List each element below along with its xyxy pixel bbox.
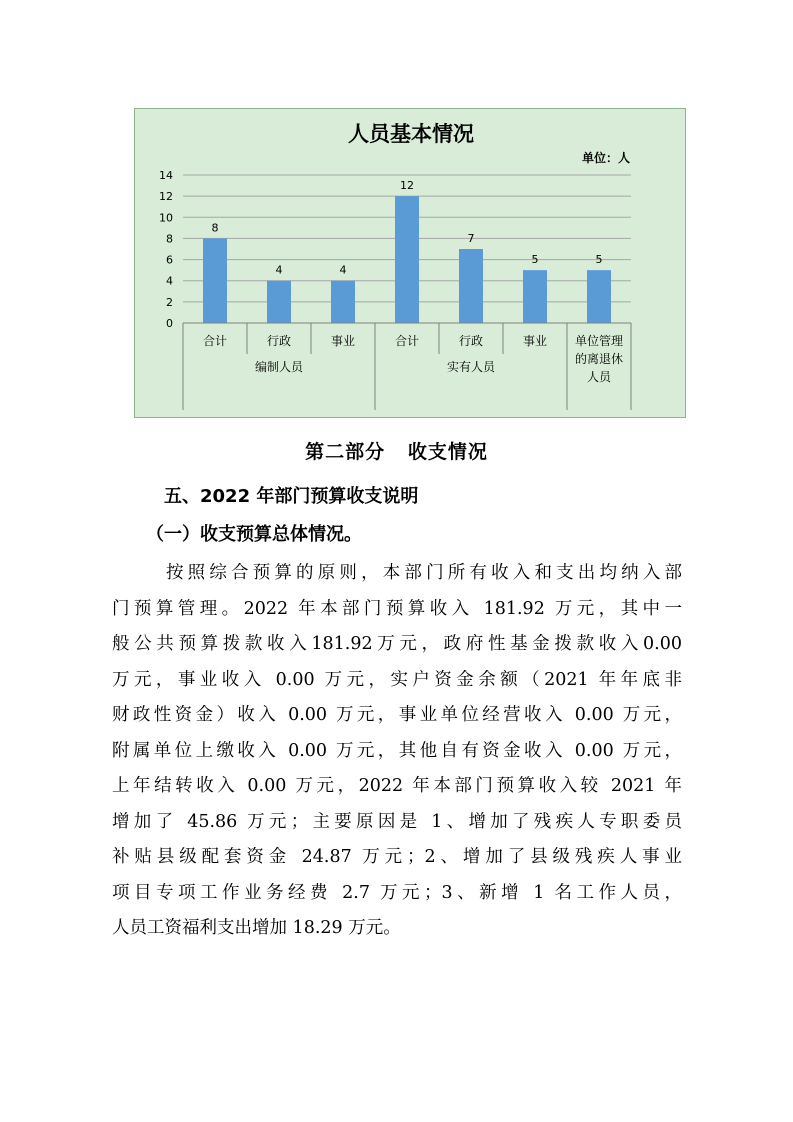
bar [459, 249, 483, 323]
paragraph-line: 万元，事业收入 0.00 万元，实户资金余额（2021 年年底非 [112, 669, 682, 690]
unit-label: 单位：人 [581, 151, 630, 165]
y-tick-label: 8 [166, 232, 173, 246]
paragraph-line: 上年结转收入 0.00 万元，2022 年本部门预算收入较 2021 年 [112, 776, 682, 796]
y-tick-label: 10 [159, 211, 173, 225]
y-tick-label: 0 [166, 317, 173, 330]
data-label: 8 [211, 221, 219, 235]
data-label: 12 [400, 179, 414, 193]
paragraph-line: 增加了 45.86 万元；主要原因是 1、增加了残疾人专职委员 [112, 811, 682, 832]
paragraph-line: 附属单位上缴收入 0.00 万元，其他自有资金收入 0.00 万元， [112, 740, 682, 761]
section-title: 第二部分 收支情况 [305, 441, 488, 463]
bar [587, 270, 611, 323]
heading-budget-explanation: 五、2022 年部门预算收支说明 [164, 486, 419, 507]
data-label: 4 [275, 263, 283, 277]
heading-overall-budget: （一）收支预算总体情况。 [146, 524, 362, 545]
y-tick-label: 2 [166, 295, 173, 309]
x-tick-label: 行政 [266, 334, 292, 348]
y-tick-label: 4 [166, 274, 173, 288]
bar [523, 270, 547, 323]
paragraph-line: 项目专项工作业务经费 2.7 万元；3、新增 1 名工作人员， [112, 882, 682, 903]
paragraph-line: 补贴县级配套资金 24.87 万元；2、增加了县级残疾人事业 [112, 847, 682, 867]
data-label: 4 [339, 263, 347, 277]
x-tick-label: 事业 [522, 334, 548, 348]
paragraph-line: 财政性资金）收入 0.00 万元，事业单位经营收入 0.00 万元， [112, 705, 682, 725]
x-tick-label-retiree: 人员 [586, 370, 612, 384]
bar [203, 238, 227, 323]
y-tick-label: 6 [166, 253, 173, 267]
x-tick-label: 合计 [202, 334, 228, 348]
paragraph-line: 般公共预算拨款收入181.92万元，政府性基金拨款收入0.00 [112, 634, 682, 654]
x-tick-label: 行政 [458, 334, 484, 348]
y-tick-label: 12 [159, 190, 173, 204]
group-label: 编制人员 [254, 360, 304, 374]
data-label: 5 [531, 253, 539, 267]
x-tick-label-retiree: 单位管理 [574, 334, 624, 348]
y-tick-label: 14 [159, 169, 173, 182]
x-tick-label-retiree: 的离退休 [574, 352, 624, 366]
group-label: 实有人员 [446, 360, 496, 374]
paragraph-line: 按照综合预算的原则，本部门所有收入和支出均纳入部 [166, 563, 682, 583]
data-label: 7 [467, 232, 475, 245]
bar [267, 281, 291, 323]
bar [331, 281, 355, 323]
staff-bar-chart [135, 109, 687, 419]
staff-chart [134, 108, 686, 418]
paragraph-line: 人员工资福利支出增加 18.29 万元。 [112, 918, 401, 938]
x-tick-label: 事业 [330, 334, 356, 348]
chart-title: 人员基本情况 [348, 122, 474, 146]
paragraph-line: 门预算管理。2022 年本部门预算收入 181.92 万元，其中一 [112, 598, 682, 619]
bar [395, 196, 419, 323]
x-tick-label: 合计 [394, 334, 420, 348]
data-label: 5 [595, 253, 603, 267]
